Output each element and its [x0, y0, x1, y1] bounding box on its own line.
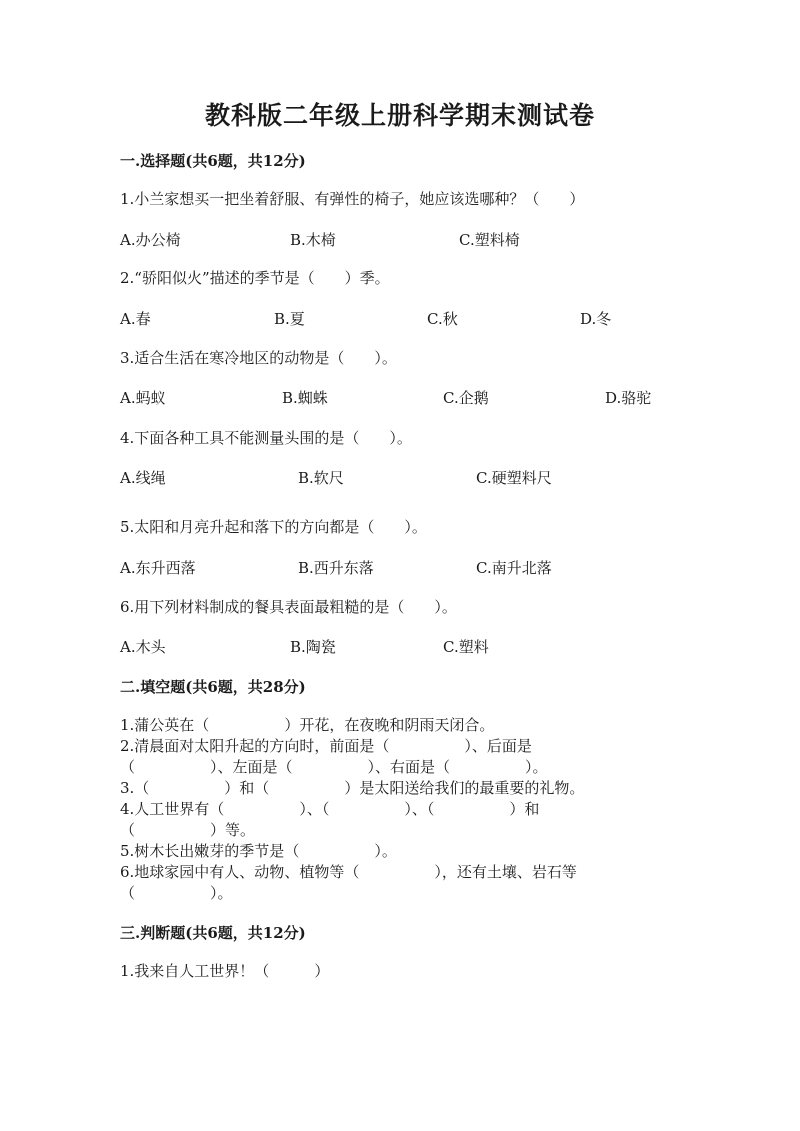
choice-question-2: 2.“骄阳似火”描述的季节是（ ）季。 — [120, 269, 390, 287]
page-title: 教科版二年级上册科学期末测试卷 — [204, 101, 595, 130]
section-heading-choice: 一.选择题(共6题，共12分) — [120, 152, 306, 170]
choice-q6-option-c: C.塑料 — [443, 638, 489, 656]
fill-line-9: （ ）。 — [120, 884, 233, 902]
choice-q2-option-d: D.冬 — [580, 310, 612, 328]
choice-q5-option-c: C.南升北落 — [476, 559, 552, 577]
choice-q6-option-b: B.陶瓷 — [290, 638, 336, 656]
fill-line-4: 3.（ ）和（ ）是太阳送给我们的最重要的礼物。 — [120, 779, 585, 797]
choice-question-1: 1.小兰家想买一把坐着舒服、有弹性的椅子，她应该选哪种？（ ） — [120, 190, 585, 208]
choice-q3-option-a: A.蚂蚁 — [120, 389, 166, 407]
choice-q1-option-b: B.木椅 — [290, 231, 336, 249]
fill-line-8: 6.地球家园中有人、动物、植物等（ ），还有土壤、岩石等 — [120, 863, 577, 881]
choice-q2-option-c: C.秋 — [427, 310, 458, 328]
section-heading-judge: 三.判断题(共6题，共12分) — [120, 924, 306, 942]
choice-question-4: 4.下面各种工具不能测量头围的是（ ）。 — [120, 429, 412, 447]
choice-q1-option-c: C.塑料椅 — [459, 231, 520, 249]
fill-line-5: 4.人工世界有（ ）、（ ）、（ ）和 — [120, 800, 540, 818]
fill-line-2: 2.清晨面对太阳升起的方向时，前面是（ ）、后面是 — [120, 737, 532, 755]
choice-q3-option-c: C.企鹅 — [443, 389, 489, 407]
choice-q6-option-a: A.木头 — [120, 638, 166, 656]
choice-q5-option-a: A.东升西落 — [120, 559, 196, 577]
section-heading-fill: 二.填空题(共6题，共28分) — [120, 678, 306, 696]
choice-question-3: 3.适合生活在寒冷地区的动物是（ ）。 — [120, 349, 397, 367]
choice-q2-option-b: B.夏 — [274, 310, 305, 328]
choice-q4-option-b: B.软尺 — [298, 469, 344, 487]
choice-q2-option-a: A.春 — [120, 310, 151, 328]
choice-q3-option-d: D.骆驼 — [605, 389, 652, 407]
choice-question-6: 6.用下列材料制成的餐具表面最粗糙的是（ ）。 — [120, 598, 457, 616]
fill-line-6: （ ）等。 — [120, 821, 256, 839]
choice-q4-option-c: C.硬塑料尺 — [476, 469, 552, 487]
choice-q4-option-a: A.线绳 — [120, 469, 166, 487]
fill-line-7: 5.树木长出嫩芽的季节是（ ）。 — [120, 842, 397, 860]
fill-line-3: （ ）、左面是（ ）、右面是（ ）。 — [120, 758, 548, 776]
choice-q1-option-a: A.办公椅 — [120, 231, 181, 249]
fill-line-1: 1.蒲公英在（ ）开花，在夜晚和阴雨天闭合。 — [120, 716, 495, 734]
judge-question-1: 1.我来自人工世界！（ ） — [120, 962, 330, 980]
choice-q5-option-b: B.西升东落 — [298, 559, 374, 577]
choice-question-5: 5.太阳和月亮升起和落下的方向都是（ ）。 — [120, 518, 427, 536]
choice-q3-option-b: B.蜘蛛 — [282, 389, 328, 407]
